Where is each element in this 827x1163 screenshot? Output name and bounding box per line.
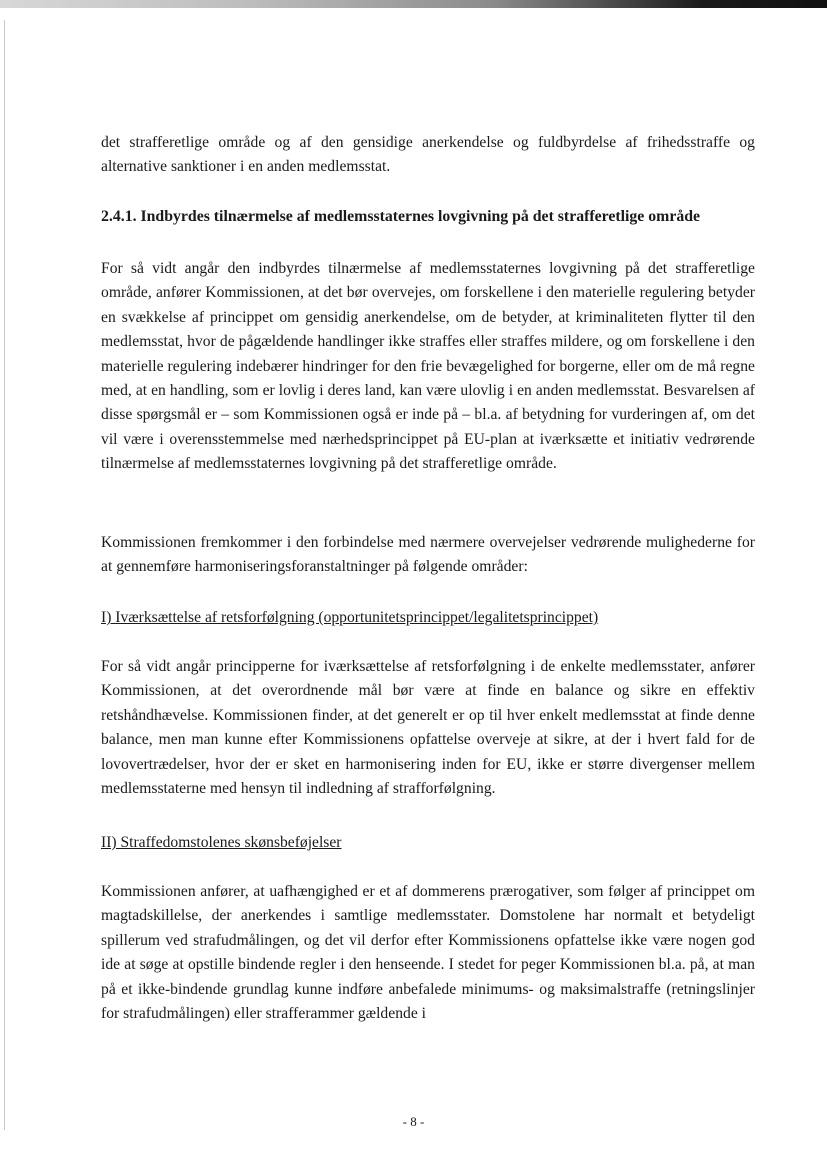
subheading-prosecution: I) Iværksættelse af retsforfølgning (opportunitetsprincippet/legalitetsprincippet) <box>101 609 599 626</box>
paragraph-harmonisation-areas: Kommissionen fremkommer i den forbindelse med nærmere overvejelser vedrørende mulighederne for at gennemføre harmoniseringsforanstaltninger på følgende områder: <box>101 534 755 576</box>
section-heading: 2.4.1. Indbyrdes tilnærmelse af medlemsstaternes lovgivning på det strafferetlige område <box>101 208 701 225</box>
paragraph-continuation: det strafferetlige område og af den gensidige anerkendelse og fuldbyrdelse af frihedsstraffe og alternative sanktioner i en anden medlemsstat. <box>101 134 755 176</box>
scan-left-edge <box>4 20 5 1130</box>
paragraph-approximation: For så vidt angår den indbyrdes tilnærmelse af medlemsstaternes lovgivning på det strafferetlige område, anfører Kommissionen, at det bør overvejes, om forskellene i den materielle regulering betyder en svækkelse af princippet om gensidig anerkendelse, om de betyder, at kriminaliteten flytter til den medlemsstat, hvor de pågældende handlinger ikke straffes eller straffes mildere, og om forskellene i den materielle regulering indebærer hindringer for den frie bevægelighed for borgerne, eller om de må regne med, at en handling, som er lovlig i deres land, kan være ulovlig i en anden medlemsstat. Besvarelsen af disse spørgsmål er – som Kommissionen også er inde på – bl.a. af betydning for vurderingen af, om det vil være i overensstemmelse med nærhedsprincippet på EU-plan at iværksætte et initiativ vedrørende tilnærmelse af medlemsstaternes lovgivning på det strafferetlige område. <box>101 260 755 473</box>
page-number: - 8 - <box>402 1114 425 1129</box>
paragraph-judicial-discretion: Kommissionen anfører, at uafhængighed er et af dommerens prærogativer, som følger af princippet om magtadskillelse, der anerkendes i samtlige medlemsstater. Domstolene har normalt et betydeligt spillerum ved strafudmålingen, og det vil derfor efter Kommissionens opfattelse ikke være nogen god ide at søge at opstille bindende regler i den henseende. I stedet for peger Kommissionen bl.a. på, at man på et ikke-bindende grundlag kunne indføre anbefalede minimums- og maksimalstraffe (retningslinjer for strafudmålingen) eller strafferammer gældende i <box>101 883 755 1023</box>
subheading-judicial-discretion: II) Straffedomstolenes skønsbeføjelser <box>101 834 342 851</box>
scan-top-border <box>0 0 827 8</box>
paragraph-prosecution: For så vidt angår principperne for iværksættelse af retsforfølgning i de enkelte medlemsstater, anfører Kommissionen, at det overordnende mål bør være at finde en balance og sikre en effektiv retshåndhævelse. Kommissionen finder, at det generelt er op til hver enkelt medlemsstat at finde denne balance, men man kunne efter Kommissionens opfattelse overveje at sikre, at der i hvert fald for de lovovertrædelser, hvor der er sket en harmonisering inden for EU, ikke er større divergenser mellem medlemsstaterne med hensyn til indledning af strafforfølgning. <box>101 658 755 798</box>
